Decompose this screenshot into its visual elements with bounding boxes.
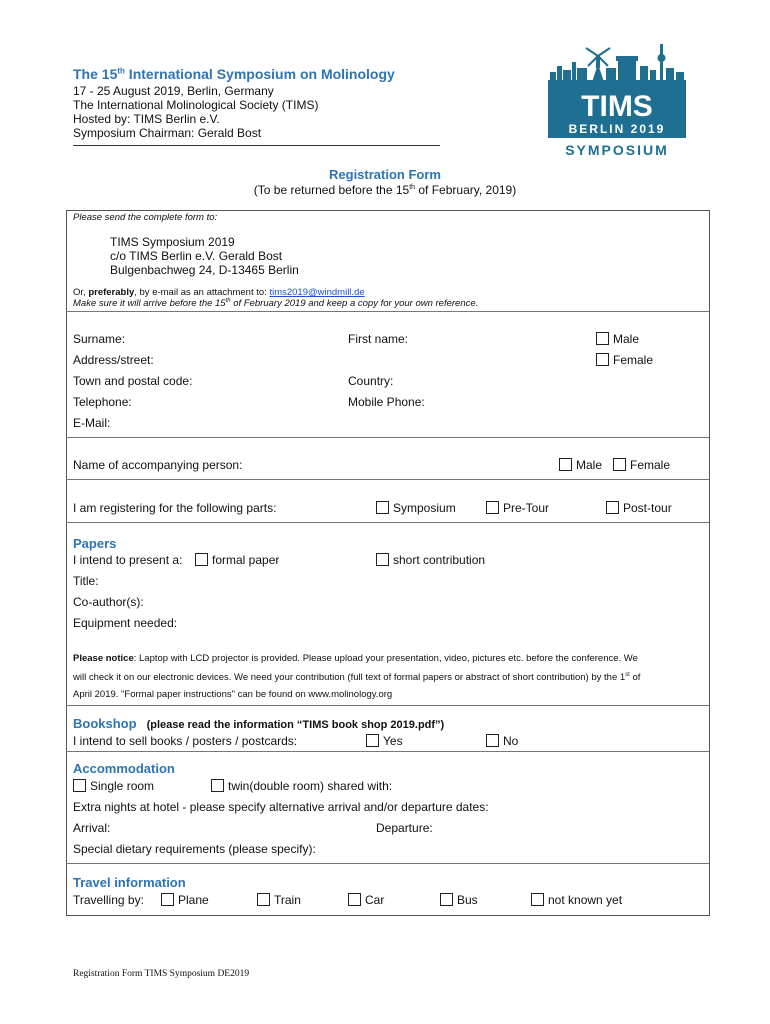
- country-label: Country:: [348, 374, 394, 388]
- male-option[interactable]: Male: [596, 332, 639, 346]
- sell-no-checkbox[interactable]: [486, 734, 499, 747]
- single-room-checkbox[interactable]: [73, 779, 86, 792]
- diet-label: Special dietary requirements (please specify):: [73, 842, 316, 856]
- divider: [66, 522, 709, 523]
- short-contribution-option[interactable]: short contribution: [376, 553, 485, 567]
- accompany-label: Name of accompanying person:: [73, 458, 243, 472]
- train-checkbox[interactable]: [257, 893, 270, 906]
- divider: [66, 311, 709, 312]
- divider: [66, 705, 709, 706]
- equipment-label: Equipment needed:: [73, 616, 178, 630]
- address-line-2: c/o TIMS Berlin e.V. Gerald Bost: [110, 249, 283, 263]
- symposium-option[interactable]: Symposium: [376, 501, 456, 515]
- form-subtitle: (To be returned before the 15th of February, 2019): [253, 183, 517, 197]
- sell-no-option[interactable]: No: [486, 734, 518, 748]
- accompany-male-checkbox[interactable]: [559, 458, 572, 471]
- email-link[interactable]: tims2019@windmill.de: [269, 287, 365, 298]
- formal-paper-option[interactable]: formal paper: [195, 553, 279, 567]
- bus-option[interactable]: Bus: [440, 893, 478, 907]
- parts-label: I am registering for the following parts:: [73, 501, 277, 515]
- travelling-label: Travelling by:: [73, 893, 144, 907]
- female-option[interactable]: Female: [596, 353, 653, 367]
- logo-text-berlin: BERLIN 2019: [568, 122, 666, 136]
- single-room-option[interactable]: Single room: [73, 779, 154, 793]
- accompany-female-option[interactable]: Female: [613, 458, 670, 472]
- address-line-1: TIMS Symposium 2019: [110, 235, 235, 249]
- divider: [66, 751, 709, 752]
- posttour-option[interactable]: Post-tour: [606, 501, 672, 515]
- header-line-host: Hosted by: TIMS Berlin e.V.: [73, 112, 220, 126]
- car-checkbox[interactable]: [348, 893, 361, 906]
- plane-checkbox[interactable]: [161, 893, 174, 906]
- extra-nights-label: Extra nights at hotel - please specify alternative arrival and/or departure dates:: [73, 800, 489, 814]
- train-option[interactable]: Train: [257, 893, 301, 907]
- formal-paper-checkbox[interactable]: [195, 553, 208, 566]
- not-known-checkbox[interactable]: [531, 893, 544, 906]
- plane-option[interactable]: Plane: [161, 893, 209, 907]
- paper-title-label: Title:: [73, 574, 99, 588]
- email-label: E-Mail:: [73, 416, 111, 430]
- town-label: Town and postal code:: [73, 374, 193, 388]
- sell-yes-option[interactable]: Yes: [366, 734, 403, 748]
- logo-text-tims: TIMS: [581, 90, 653, 123]
- header-line-society: The International Molinological Society (TIMS): [73, 98, 319, 112]
- address-line-3: Bulgenbachweg 24, D-13465 Berlin: [110, 263, 299, 277]
- present-label: I intend to present a:: [73, 553, 183, 567]
- logo-text-symposium: SYMPOSIUM: [565, 142, 669, 158]
- surname-label: Surname:: [73, 332, 126, 346]
- departure-label: Departure:: [376, 821, 433, 835]
- accompany-male-option[interactable]: Male: [559, 458, 602, 472]
- female-checkbox[interactable]: [596, 353, 609, 366]
- form-title: Registration Form: [329, 167, 441, 182]
- papers-heading: Papers: [73, 536, 117, 551]
- mobile-label: Mobile Phone:: [348, 395, 425, 409]
- header-divider: [73, 145, 440, 146]
- arrival-label: Arrival:: [73, 821, 111, 835]
- first-name-label: First name:: [348, 332, 409, 346]
- telephone-label: Telephone:: [73, 395, 132, 409]
- twin-room-option[interactable]: twin(double room) shared with:: [211, 779, 392, 793]
- travel-heading: Travel information: [73, 875, 186, 890]
- bus-checkbox[interactable]: [440, 893, 453, 906]
- short-contribution-checkbox[interactable]: [376, 553, 389, 566]
- twin-room-checkbox[interactable]: [211, 779, 224, 792]
- divider: [66, 479, 709, 480]
- email-instruction: Or, preferably, by e-mail as an attachment to: tims2019@windmill.de: [73, 287, 365, 298]
- header-line-chairman: Symposium Chairman: Gerald Bost: [73, 126, 262, 140]
- header-line-dates: 17 - 25 August 2019, Berlin, Germany: [73, 84, 274, 98]
- sell-yes-checkbox[interactable]: [366, 734, 379, 747]
- car-option[interactable]: Car: [348, 893, 384, 907]
- skyline-icon: [548, 42, 686, 158]
- accompany-female-checkbox[interactable]: [613, 458, 626, 471]
- deadline-note: Make sure it will arrive before the 15th of February 2019 and keep a copy for your own reference.: [73, 298, 479, 310]
- tims-logo: [548, 42, 686, 158]
- coauthors-label: Co-author(s):: [73, 595, 144, 609]
- accommodation-heading: Accommodation: [73, 761, 175, 776]
- symposium-title: The 15th International Symposium on Molinology: [73, 66, 395, 82]
- not-known-option[interactable]: not known yet: [531, 893, 622, 907]
- pretour-option[interactable]: Pre-Tour: [486, 501, 549, 515]
- symposium-checkbox[interactable]: [376, 501, 389, 514]
- sell-label: I intend to sell books / posters / postcards:: [73, 734, 298, 748]
- address-label: Address/street:: [73, 353, 154, 367]
- divider: [66, 437, 709, 438]
- male-checkbox[interactable]: [596, 332, 609, 345]
- divider: [66, 863, 709, 864]
- send-intro: Please send the complete form to:: [73, 212, 218, 223]
- bookshop-header: Bookshop (please read the information “TIMS book shop 2019.pdf”): [73, 716, 445, 731]
- posttour-checkbox[interactable]: [606, 501, 619, 514]
- page-footer: Registration Form TIMS Symposium DE2019: [73, 969, 250, 979]
- pretour-checkbox[interactable]: [486, 501, 499, 514]
- please-notice: Please notice: Laptop with LCD projector is provided. Please upload your presentation, video, pictures etc. before the conference. We will check it on our electronic devices. We need your contribution (full text of formal papers or abstract of short contribution) by the 1st of April 2019. "Formal paper instructions" can be found on www.molinology.org: [73, 653, 641, 701]
